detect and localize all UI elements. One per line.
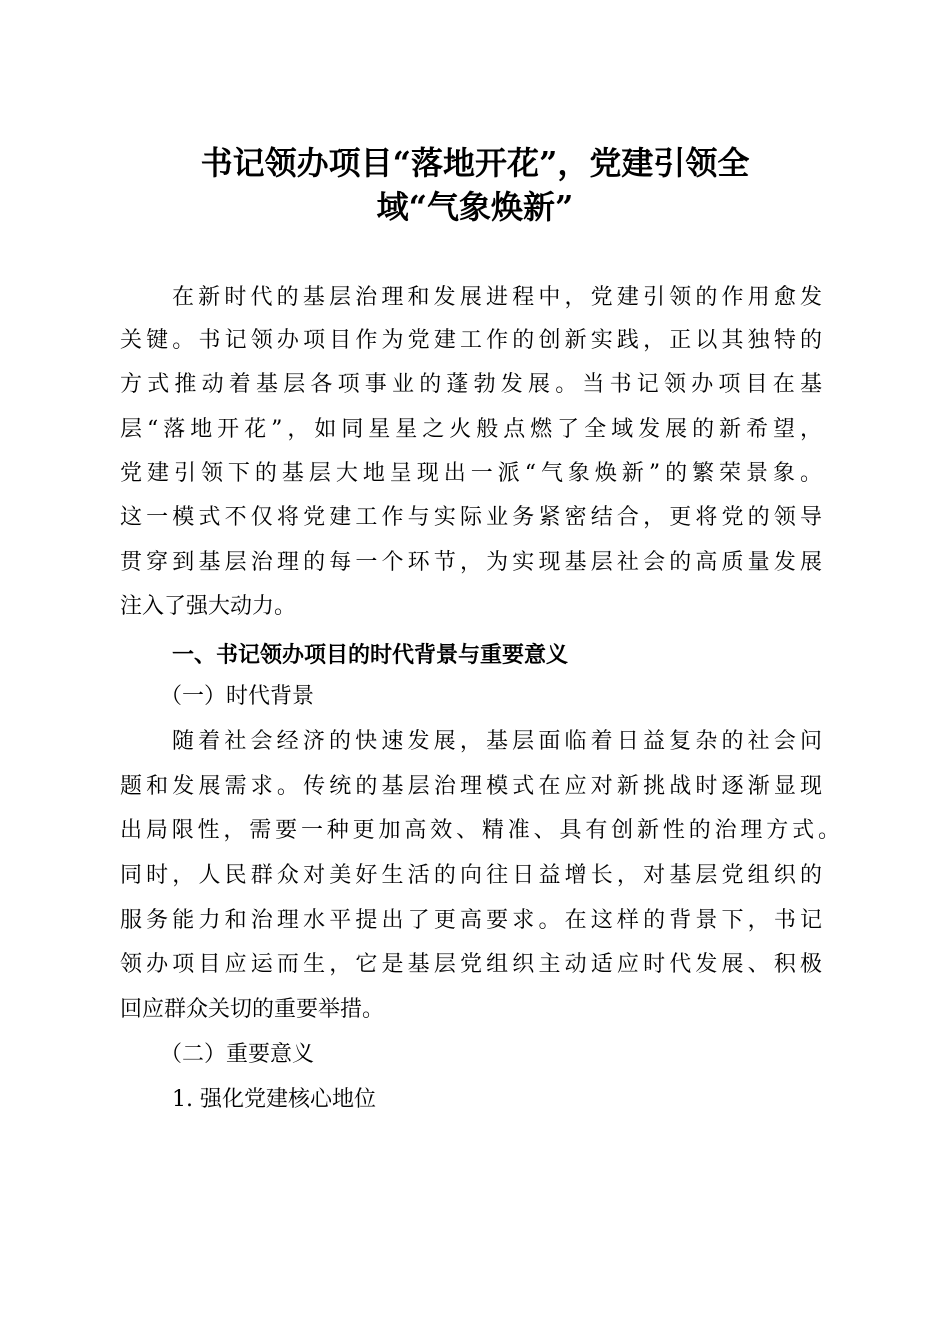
paragraph-line: 在新时代的基层治理和发展进程中，党建引领的作用愈发 bbox=[172, 285, 822, 310]
document-title-line-2: 域“气象焕新” bbox=[376, 188, 574, 226]
paragraph-line: 层“落地开花”，如同星星之火般点燃了全域发展的新希望， bbox=[120, 417, 822, 442]
section-heading: 一、书记领办项目的时代背景与重要意义 bbox=[172, 642, 569, 668]
paragraph-line: 党建引领下的基层大地呈现出一派“气象焕新”的繁荣景象。 bbox=[120, 461, 822, 486]
subsection-heading: （一）时代背景 bbox=[160, 684, 315, 709]
paragraph-line: 贯穿到基层治理的每一个环节，为实现基层社会的高质量发展 bbox=[120, 550, 822, 575]
paragraph-line: 题和发展需求。传统的基层治理模式在应对新挑战时逐渐显现 bbox=[120, 774, 822, 799]
paragraph-line: 回应群众关切的重要举措。 bbox=[120, 997, 385, 1022]
document-title-line-1: 书记领办项目“落地开花”，党建引领全 bbox=[200, 144, 750, 182]
list-item-heading: 1. 强化党建核心地位 bbox=[172, 1087, 376, 1112]
subsection-heading: （二）重要意义 bbox=[160, 1042, 315, 1067]
paragraph-line: 注入了强大动力。 bbox=[120, 594, 297, 619]
paragraph-line: 同时，人民群众对美好生活的向往日益增长，对基层党组织的 bbox=[120, 863, 822, 888]
paragraph-line: 服务能力和治理水平提出了更高要求。在这样的背景下，书记 bbox=[120, 908, 822, 933]
paragraph-line: 随着社会经济的快速发展，基层面临着日益复杂的社会问 bbox=[172, 729, 822, 754]
paragraph-line: 出局限性，需要一种更加高效、精准、具有创新性的治理方式。 bbox=[120, 818, 840, 843]
paragraph-line: 这一模式不仅将党建工作与实际业务紧密结合，更将党的领导 bbox=[120, 505, 822, 530]
paragraph-line: 领办项目应运而生，它是基层党组织主动适应时代发展、积极 bbox=[120, 952, 822, 977]
paragraph-line: 关键。书记领办项目作为党建工作的创新实践，正以其独特的 bbox=[120, 328, 822, 353]
paragraph-line: 方式推动着基层各项事业的蓬勃发展。当书记领办项目在基 bbox=[120, 372, 822, 397]
